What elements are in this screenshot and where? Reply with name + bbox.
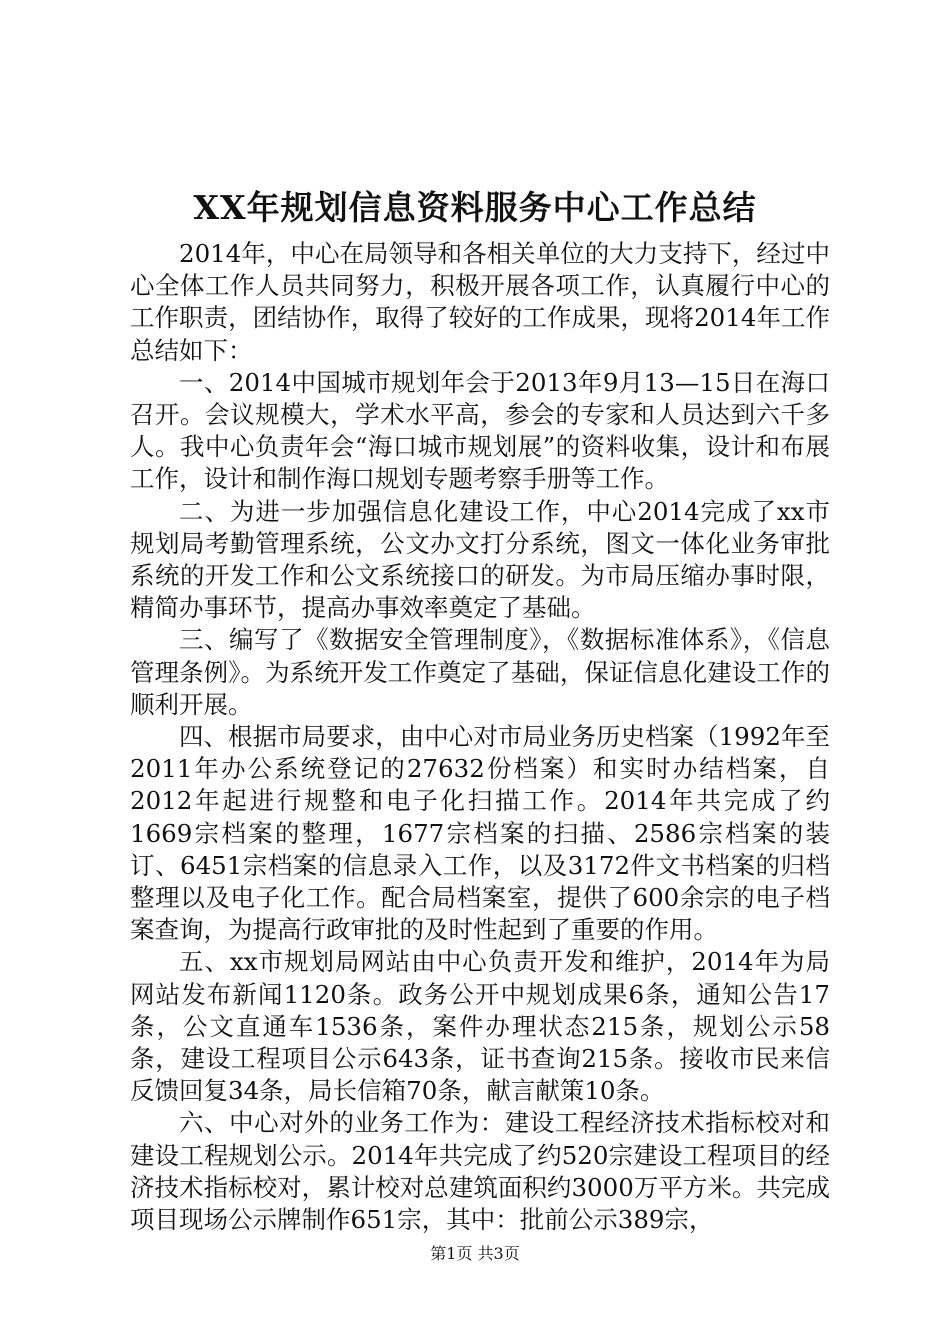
paragraph-item-4: 四、根据市局要求，由中心对市局业务历史档案（1992年至2011年办公系统登记的27632份档案）和实时办结档案，自2012年起进行规整和电子化扫描工作。2014年共完成了约1669宗档案的整理，1677宗档案的扫描、2586宗档案的装订、6451宗档案的信息录入工作，以及3172件文书档案的归档整理以及电子化工作。配合局档案室，提供了600余宗的电子档案查询，为提高行政审批的及时性起到了重要的作用。 [130, 722, 830, 945]
document-body [130, 238, 830, 1236]
paragraph-item-3: 三、编写了《数据安全管理制度》，《数据标准体系》，《信息管理条例》。为系统开发工作奠定了基础，保证信息化建设工作的顺利开展。 [130, 625, 830, 719]
paragraph-item-1: 一、2014中国城市规划年会于2013年9月13—15日在海口召开。会议规模大，学术水平高，参会的专家和人员达到六千多人。我中心负责年会“海口城市规划展”的资料收集，设计和布展工作，设计和制作海口规划专题考察手册等工作。 [130, 367, 830, 494]
paragraph-item-5: 五、xx市规划局网站由中心负责开发和维护，2014年为局网站发布新闻1120条。政务公开中规划成果6条，通知公告17条，公文直通车1536条，案件办理状态215条，规划公示58条，建设工程项目公示643条，证书查询215条。接收市民来信反馈回复34条，局长信箱70条，献言献策10条。 [130, 947, 830, 1106]
document-title: XX年规划信息资料服务中心工作总结 [193, 188, 757, 227]
paragraph-intro: 2014年，中心在局领导和各相关单位的大力支持下，经过中心全体工作人员共同努力，积极开展各项工作，认真履行中心的工作职责，团结协作，取得了较好的工作成果，现将2014年工作总结如下： [130, 239, 830, 365]
paragraph-item-6: 六、中心对外的业务工作为：建设工程经济技术指标校对和建设工程规划公示。2014年共完成了约520宗建设工程项目的经济技术指标校对，累计校对总建筑面积约3000万平方米。共完成项目现场公示牌制作651宗，其中：批前公示389宗， [130, 1108, 830, 1235]
page-number-footer: 第1页 共3页 [430, 1244, 520, 1263]
paragraph-item-2: 二、为进一步加强信息化建设工作，中心2014完成了xx市规划局考勤管理系统，公文办文打分系统，图文一体化业务审批系统的开发工作和公文系统接口的研发。为市局压缩办事时限，精简办事环节，提高办事效率奠定了基础。 [130, 496, 830, 623]
